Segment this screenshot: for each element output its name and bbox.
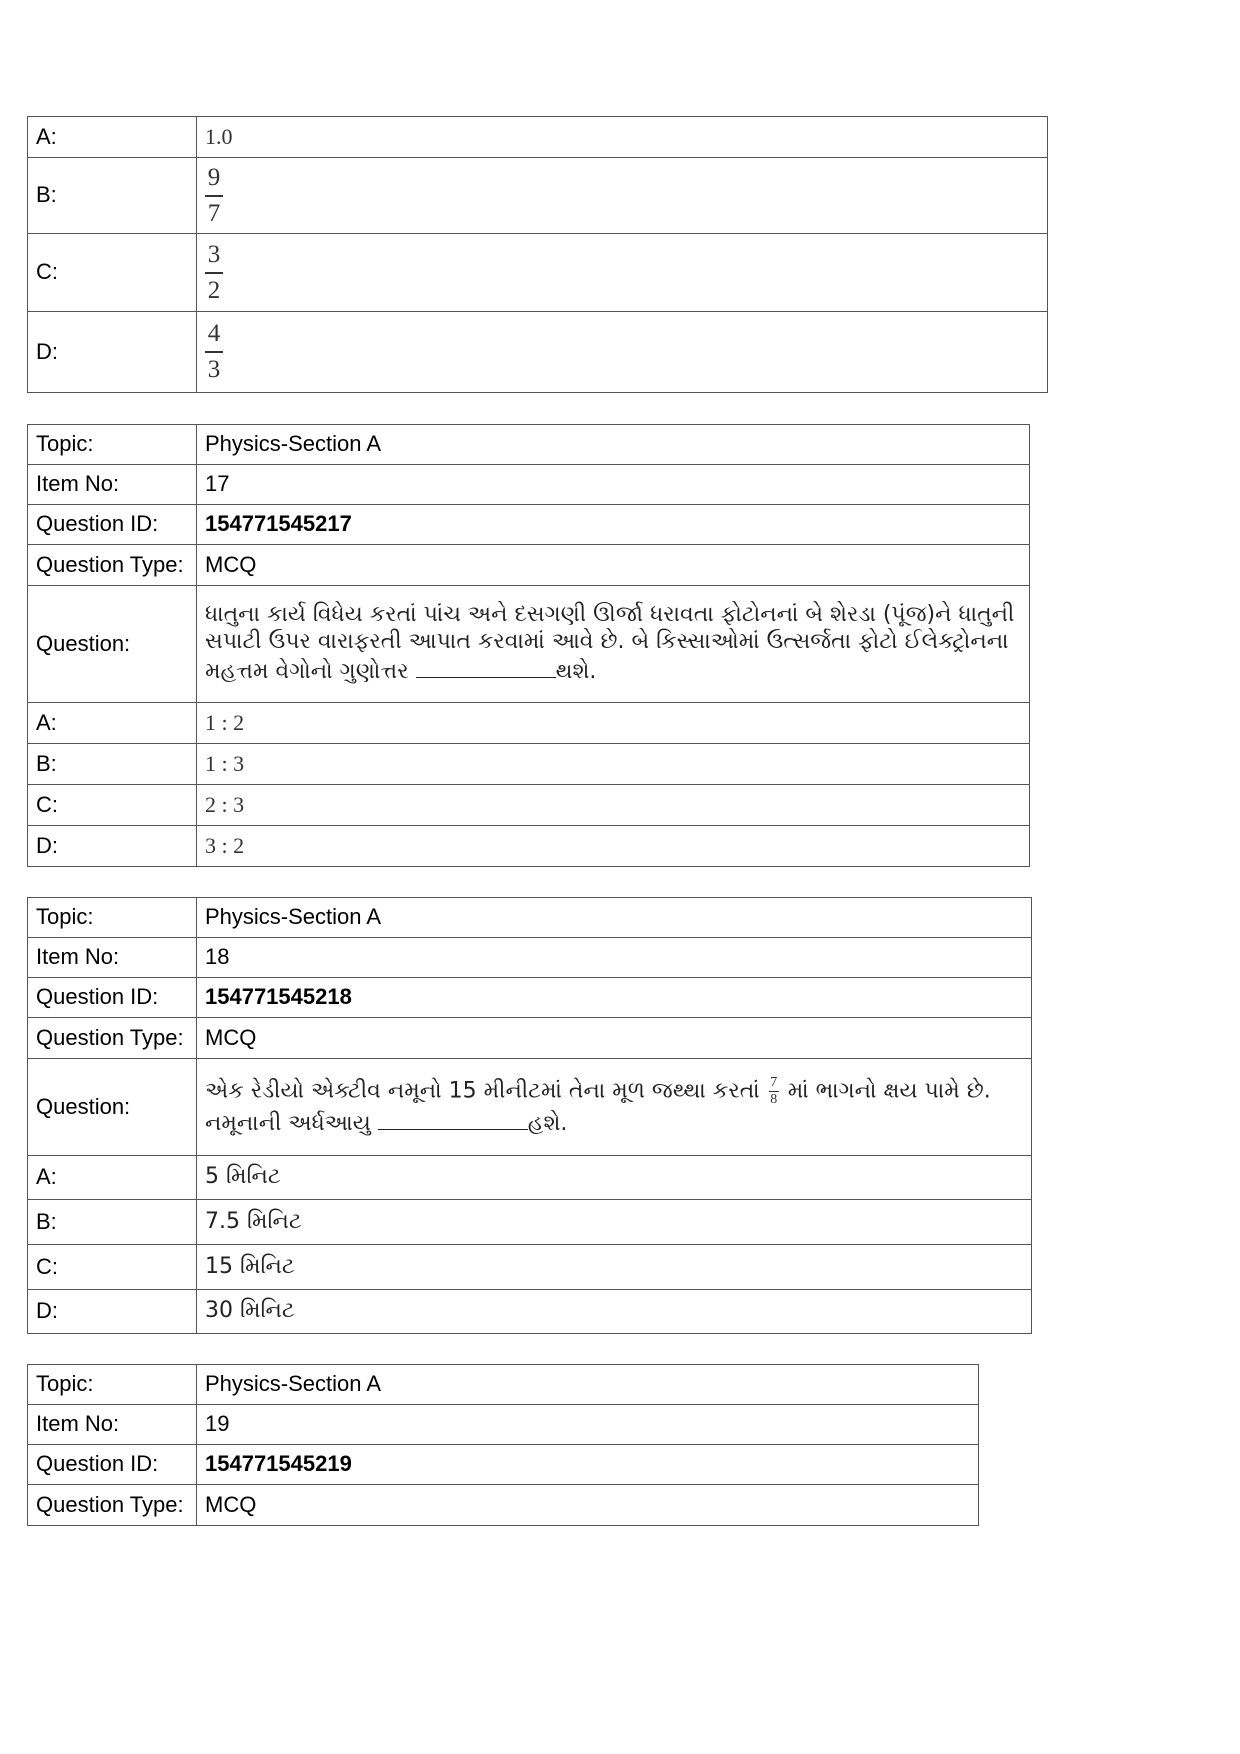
numerator: 4 (207, 320, 221, 347)
numerator: 7 (770, 1075, 778, 1091)
option-row-a (28, 117, 1048, 158)
question-text-middle: માં ભાગનો ક્ષય પામે છે. નમૂનાની અર્ધઆયુ (205, 1078, 991, 1137)
option-label: A: (28, 703, 197, 744)
fraction (205, 241, 223, 305)
question-text-main: એક રેડીયો એક્ટીવ નમૂનો 15 મીનીટમાં તેના મૂળ જથ્થા કરતાં (205, 1078, 760, 1104)
option-label: C: (28, 234, 197, 312)
item-no-row (28, 465, 1030, 505)
fraction (205, 164, 223, 228)
option-value (197, 234, 1048, 312)
question-table-19 (27, 1364, 979, 1526)
question-table-18 (27, 897, 1032, 1334)
item-no-row (28, 1405, 979, 1445)
question-id-value: 154771545219 (197, 1445, 979, 1485)
option-value: 5 મિનિટ (197, 1156, 1032, 1200)
question-type-row (28, 1485, 979, 1526)
topic-row (28, 1365, 979, 1405)
numerator: 3 (207, 240, 221, 268)
option-label: B: (28, 1200, 197, 1245)
topic-label: Topic: (28, 898, 197, 938)
option-value: 1 : 2 (197, 703, 1030, 744)
option-label: B: (28, 158, 197, 234)
answer-blank (378, 1107, 528, 1130)
option-row-a (28, 703, 1030, 744)
option-value: 1.0 (197, 117, 1048, 158)
option-row-d (28, 826, 1030, 867)
topic-label: Topic: (28, 425, 197, 465)
option-row-c (28, 785, 1030, 826)
option-value: 3 : 2 (197, 826, 1030, 867)
question-id-row (28, 505, 1030, 545)
option-label: D: (28, 1290, 197, 1334)
option-row-d (28, 1290, 1032, 1334)
option-value (197, 312, 1048, 393)
option-value (197, 158, 1048, 234)
item-no-value: 19 (197, 1405, 979, 1445)
option-row-b (28, 1200, 1032, 1245)
question-type-row (28, 545, 1030, 586)
question-id-value: 154771545217 (197, 505, 1030, 545)
denominator: 8 (770, 1092, 778, 1108)
option-label: A: (28, 117, 197, 158)
question-text-main: ધાતુના કાર્ય વિધેય કરતાં પાંચ અને દસગણી ઊર્જા ધરાવતા ફોટોનનાં બે શેરડા (પૂંજ)ને ધાતુની સપાટી ઉપર વારાફરતી આપાત કરવામાં આવે છે. બે કિસ્સાઓમાં ઉત્સર્જતા ફોટો ઈલેક્ટ્રોનના મહત્તમ વેગોનો ગુણોત્તર (205, 602, 1015, 685)
question-id-label: Question ID: (28, 1445, 197, 1485)
option-label: C: (28, 785, 197, 826)
option-row-b (28, 744, 1030, 785)
fraction-bar (205, 351, 223, 353)
denominator: 3 (207, 356, 221, 383)
option-row-c (28, 1245, 1032, 1290)
topic-row (28, 425, 1030, 465)
answer-blank (416, 655, 556, 678)
topic-value: Physics-Section A (197, 425, 1030, 465)
option-value: 15 મિનિટ (197, 1245, 1032, 1290)
question-row (28, 1059, 1032, 1156)
question-type-value: MCQ (197, 545, 1030, 586)
fraction (769, 1076, 779, 1107)
question-type-label: Question Type: (28, 1018, 197, 1059)
numerator: 9 (207, 163, 221, 191)
question-text (197, 1059, 1032, 1156)
denominator: 2 (207, 276, 221, 304)
option-label: B: (28, 744, 197, 785)
question-label: Question: (28, 1059, 197, 1156)
option-value: 7.5 મિનિટ (197, 1200, 1032, 1245)
item-no-row (28, 938, 1032, 978)
question-id-row (28, 978, 1032, 1018)
question-type-value: MCQ (197, 1485, 979, 1526)
question-text-end: હશે. (527, 1111, 568, 1137)
topic-value: Physics-Section A (197, 898, 1032, 938)
denominator: 7 (207, 199, 221, 227)
question-id-label: Question ID: (28, 505, 197, 545)
option-row-a (28, 1156, 1032, 1200)
option-row-c (28, 234, 1048, 312)
option-label: D: (28, 312, 197, 393)
question-id-label: Question ID: (28, 978, 197, 1018)
option-value: 30 મિનિટ (197, 1290, 1032, 1334)
fraction-bar (205, 272, 223, 274)
prev-options-table (27, 116, 1048, 393)
option-value: 2 : 3 (197, 785, 1030, 826)
item-no-value: 18 (197, 938, 1032, 978)
item-no-label: Item No: (28, 465, 197, 505)
fraction (205, 320, 223, 384)
question-row (28, 586, 1030, 703)
question-type-label: Question Type: (28, 1485, 197, 1526)
question-text (197, 586, 1030, 703)
option-row-b (28, 158, 1048, 234)
topic-value: Physics-Section A (197, 1365, 979, 1405)
item-no-value: 17 (197, 465, 1030, 505)
option-label: D: (28, 826, 197, 867)
question-type-label: Question Type: (28, 545, 197, 586)
topic-row (28, 898, 1032, 938)
option-label: C: (28, 1245, 197, 1290)
option-row-d (28, 312, 1048, 393)
question-label: Question: (28, 586, 197, 703)
question-id-row (28, 1445, 979, 1485)
question-type-row (28, 1018, 1032, 1059)
option-label: A: (28, 1156, 197, 1200)
topic-label: Topic: (28, 1365, 197, 1405)
question-id-value: 154771545218 (197, 978, 1032, 1018)
question-type-value: MCQ (197, 1018, 1032, 1059)
item-no-label: Item No: (28, 1405, 197, 1445)
option-value: 1 : 3 (197, 744, 1030, 785)
question-text-end: થશે. (555, 659, 597, 685)
fraction-bar (205, 195, 223, 197)
item-no-label: Item No: (28, 938, 197, 978)
question-table-17 (27, 424, 1030, 867)
